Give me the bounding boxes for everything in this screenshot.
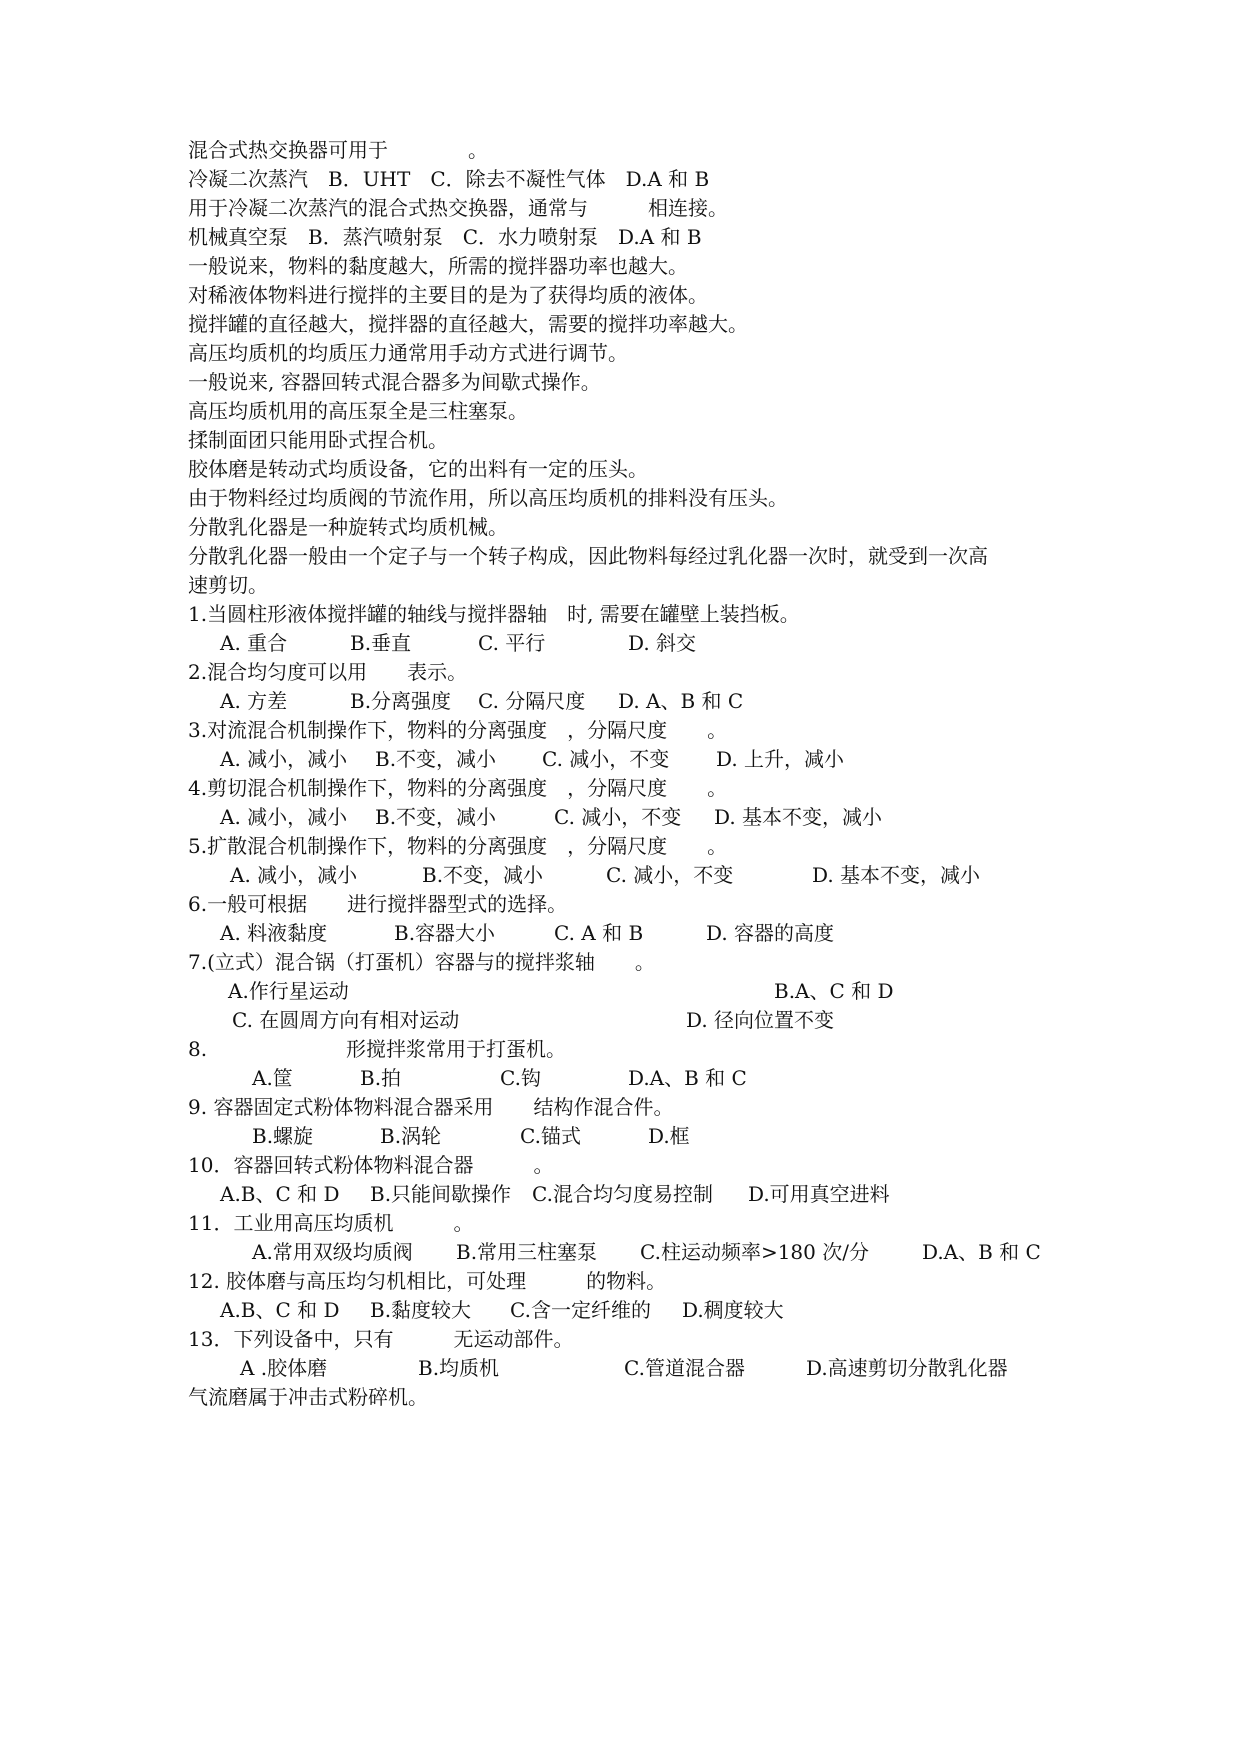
option-d: D. 斜交 [628,631,697,655]
statement-line: 一般说来, 容器回转式混合器多为间歇式操作。 [188,370,601,394]
option-d: D. 容器的高度 [706,921,835,945]
statement-line: 高压均质机用的高压泵全是三柱塞泵。 [188,399,528,423]
statement-line: 对稀液体物料进行搅拌的主要目的是为了获得均质的液体。 [188,283,708,307]
option-c: C. 分隔尺度 [478,689,586,713]
option-b: B.拍 [360,1066,402,1090]
statement-line: 机械真空泵 B．蒸汽喷射泵 C．水力喷射泵 D.A 和 B [188,225,702,249]
option-c: C.钩 [500,1066,541,1090]
option-a: A.B、C 和 D [220,1182,340,1206]
option-a: A. 料液黏度 [220,921,328,945]
statement-line: 速剪切。 [188,573,268,597]
option-b: B.不变，减小 [375,805,497,829]
question-12: 12. 胶体磨与高压均匀机相比，可处理 的物料。 [188,1269,667,1293]
option-d: D. 基本不变，减小 [714,805,883,829]
question-1: 1.当圆柱形液体搅拌罐的轴线与搅拌器轴 时, 需要在罐壁上装挡板。 [188,602,800,626]
question-8-number: 8. [188,1037,208,1061]
question-10: 10．容器回转式粉体物料混合器 。 [188,1153,554,1177]
option-b: B.只能间歇操作 [370,1182,512,1206]
option-a: A. 减小，减小 [220,805,348,829]
option-d: D.稠度较大 [682,1298,784,1322]
option-d: D.可用真空进料 [748,1182,890,1206]
statement-line: 气流磨属于冲击式粉碎机。 [188,1385,428,1409]
option-a: A.筐 [252,1066,293,1090]
option-b: B.不变，减小 [422,863,544,887]
option-a: A.B、C 和 D [220,1298,340,1322]
option-c: C.含一定纤维的 [510,1298,651,1322]
option-d: D. 上升，减小 [716,747,845,771]
option-a: A.常用双级均质阀 [252,1240,413,1264]
option-b: B.容器大小 [394,921,496,945]
question-6: 6.一般可根据 进行搅拌器型式的选择。 [188,892,568,916]
option-b: B.A、C 和 D [774,979,894,1003]
option-c: C.管道混合器 [624,1356,745,1380]
option-a: A. 减小，减小 [230,863,358,887]
option-d: D.高速剪切分散乳化器 [806,1356,1008,1380]
option-c: C.锚式 [520,1124,581,1148]
statement-line: 胶体磨是转动式均质设备，它的出料有一定的压头。 [188,457,648,481]
question-8-text: 形搅拌浆常用于打蛋机。 [346,1037,566,1061]
option-b: B.垂直 [350,631,412,655]
option-c: C.混合均匀度易控制 [532,1182,713,1206]
option-d: D. 基本不变，减小 [812,863,981,887]
statement-line: 分散乳化器一般由一个定子与一个转子构成，因此物料每经过乳化器一次时，就受到一次高 [188,544,988,568]
question-4: 4.剪切混合机制操作下，物料的分离强度 ，分隔尺度 。 [188,776,728,800]
question-7: 7.(立式）混合锅（打蛋机）容器与的搅拌浆轴 。 [188,950,655,974]
option-a: A. 减小，减小 [220,747,348,771]
option-b: B.黏度较大 [370,1298,472,1322]
option-c: C. A 和 B [554,921,644,945]
question-5: 5.扩散混合机制操作下，物料的分离强度 ，分隔尺度 。 [188,834,728,858]
option-b: B.分离强度 [350,689,452,713]
statement-line: 由于物料经过均质阀的节流作用，所以高压均质机的排料没有压头。 [188,486,788,510]
option-b: B.常用三柱塞泵 [456,1240,598,1264]
question-2: 2.混合均匀度可以用 表示。 [188,660,468,684]
option-a: A. 重合 [220,631,288,655]
question-13: 13．下列设备中，只有 无运动部件。 [188,1327,574,1351]
option-b: B.螺旋 [252,1124,314,1148]
question-3: 3.对流混合机制操作下，物料的分离强度 ，分隔尺度 。 [188,718,728,742]
question-9: 9. 容器固定式粉体物料混合器采用 结构作混合件。 [188,1095,674,1119]
option-d: D.A、B 和 C [922,1240,1041,1264]
option-c: C. 在圆周方向有相对运动 [232,1008,460,1032]
option-c: C. 平行 [478,631,546,655]
option-d: D.框 [648,1124,690,1148]
option-b: B.涡轮 [380,1124,442,1148]
option-d: D. A、B 和 C [618,689,744,713]
option-a: A .胶体磨 [240,1356,328,1380]
option-a: A.作行星运动 [228,979,349,1003]
statement-line: 混合式热交换器可用于 。 [188,138,488,162]
statement-line: 冷凝二次蒸汽 B．UHT C．除去不凝性气体 D.A 和 B [188,167,710,191]
option-c: C. 减小，不变 [606,863,734,887]
option-a: A. 方差 [220,689,288,713]
statement-line: 用于冷凝二次蒸汽的混合式热交换器，通常与 相连接。 [188,196,728,220]
option-c: C. 减小，不变 [554,805,682,829]
option-b: B.不变，减小 [375,747,497,771]
statement-line: 搅拌罐的直径越大，搅拌器的直径越大，需要的搅拌功率越大。 [188,312,748,336]
option-c: C. 减小，不变 [542,747,670,771]
option-c: C.柱运动频率>180 次/分 [640,1240,869,1264]
statement-line: 揉制面团只能用卧式捏合机。 [188,428,448,452]
statement-line: 一般说来，物料的黏度越大，所需的搅拌器功率也越大。 [188,254,688,278]
option-d: D. 径向位置不变 [686,1008,835,1032]
question-11: 11．工业用高压均质机 。 [188,1211,474,1235]
statement-line: 分散乳化器是一种旋转式均质机械。 [188,515,508,539]
option-d: D.A、B 和 C [628,1066,747,1090]
statement-line: 高压均质机的均质压力通常用手动方式进行调节。 [188,341,628,365]
option-b: B.均质机 [418,1356,500,1380]
